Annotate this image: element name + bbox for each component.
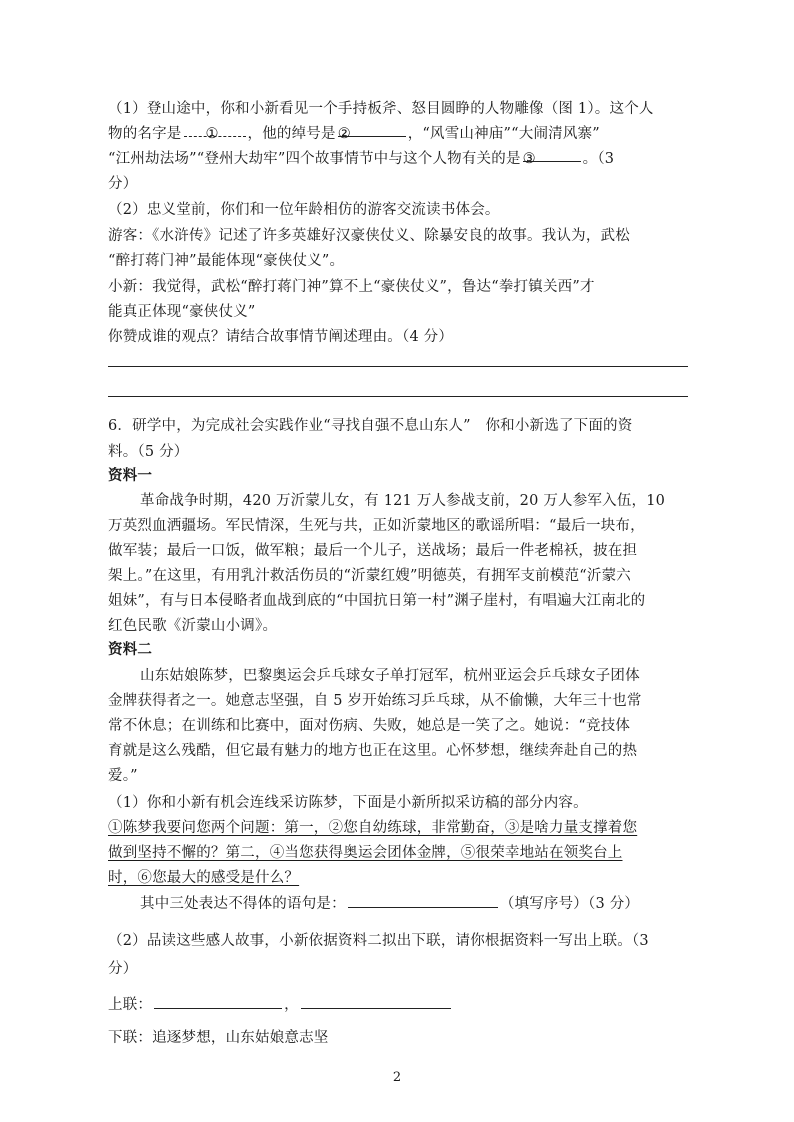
q2-xiaoxin-1: 小新：我觉得，武松“醉打蒋门神”算不上“豪侠仗义”，鲁达“拳打镇关西”才 <box>108 279 595 295</box>
material-2-line-3: 常不休息；在训练和比赛中，面对伤病、失败，她总是一笑了之。她说：“竞技体 <box>108 718 631 734</box>
answer-line-2[interactable] <box>108 396 688 397</box>
answer-blank-3[interactable] <box>522 147 581 167</box>
upper-couplet-row <box>108 993 693 1017</box>
q1-line-1: （1）登山途中，你和小新看见一个手持板斧、怒目圆睁的人物雕像（图 1）。这个人 <box>108 101 654 117</box>
q2-visitor-1: 游客：《水浒传》记述了许多英雄好汉豪侠仗义、除暴安良的故事。我认为，武松 <box>108 228 630 244</box>
q6-stem-2: 料。（5 分） <box>108 444 189 460</box>
answer-blank-sentences[interactable] <box>348 893 498 908</box>
material-1-line-4: 架上。”在这里，有用乳汁救活伤员的“沂蒙红嫂”明德英，有拥军支前模范“沂蒙六 <box>108 568 631 584</box>
material-2-line-4: 育就是这么残酷，但它最有魅力的地方也正在这里。心怀梦想，继续奔赴自己的热 <box>108 743 638 759</box>
material-1-line-5: 姐妹”，有与日本侵略者血战到底的“中国抗日第一村”渊子崖村，有唱遍大江南北的 <box>108 593 646 609</box>
q2-xiaoxin-2: 能真正体现“豪侠仗义” <box>108 304 256 320</box>
q2-prompt: 你赞成谁的观点？请结合故事情节阐述理由。（4 分） <box>108 329 454 345</box>
q1-text-b: ，他的绰号是 <box>247 126 336 142</box>
sub1-question <box>140 892 695 916</box>
q1-text-a: 物的名字是 <box>108 126 182 142</box>
lower-couplet: 下联：追逐梦想，山东姑娘意志坚 <box>108 1030 329 1046</box>
upper-couplet-blank-2[interactable] <box>301 994 451 1009</box>
interview-draft-1: ①陈梦我要问您两个问题：第一，②您自幼练球，非常勤奋，③是啥力量支撑着您 <box>108 820 638 836</box>
q1-text-e: 。（3 <box>582 151 615 167</box>
sub2-line-1: （2）品读这些感人故事，小新依据资料二拟出下联，请你根据资料一写出上联。（3 <box>108 933 649 949</box>
material-1-line-1: 革命战争时期，420 万沂蒙儿女，有 121 万人参战支前，20 万人参军入伍，10 <box>140 493 666 509</box>
upper-couplet-label: 上联： <box>108 997 153 1013</box>
material-1-line-3: 做军装；最后一口饭，做军粮；最后一个儿子，送战场；最后一件老棉袄，披在担 <box>108 543 638 559</box>
material-2-line-5: 爱。” <box>108 768 138 784</box>
interview-draft-2: 做到坚持不懈的？第二，④当您获得奥运会团体金牌，⑤很荣幸地站在领奖台上 <box>108 845 623 861</box>
interview-draft-3: 时，⑥您最大的感受是什么？ <box>108 870 300 886</box>
blank-3-marker: ③ <box>522 151 536 167</box>
q6-stem-1: 6．研学中，为完成社会实践作业“寻找自强不息山东人” 你和小新选了下面的资 <box>108 418 633 434</box>
q1-line-4: 分） <box>108 176 138 192</box>
q1-text-c: ，“风雪山神庙”“大闹清风寨” <box>407 126 600 142</box>
sub1-question-text: 其中三处表达不得体的语句是： <box>140 896 346 912</box>
blank-1-marker: ① <box>205 126 219 142</box>
q1-text-d: “江州劫法场”“登州大劫牢”四个故事情节中与这个人物有关的是 <box>108 151 521 167</box>
blank-2-marker: ② <box>337 126 351 142</box>
q2-line-1: （2）忠义堂前，你们和一位年龄相仿的游客交流读书体会。 <box>108 202 500 218</box>
q2-visitor-2: “醉打蒋门神”最能体现“豪侠仗义”。 <box>108 253 345 269</box>
sub1-line: （1）你和小新有机会连线采访陈梦，下面是小新所拟采访稿的部分内容。 <box>108 795 588 811</box>
material-2-line-2: 金牌获得者之一。她意志坚强，自 5 岁开始练习乒乓球，从不偷懒，大年三十也常 <box>108 693 642 709</box>
page-number: 2 <box>392 1070 402 1085</box>
answer-blank-2[interactable] <box>337 122 406 142</box>
material-1-line-2: 万英烈血洒疆场。军民情深，生死与共，正如沂蒙地区的歌谣所唱：“最后一块布， <box>108 518 645 534</box>
material-1-title: 资料一 <box>108 468 153 484</box>
material-2-line-1: 山东姑娘陈梦，巴黎奥运会乒乓球女子单打冠军，杭州亚运会乒乓球女子团体 <box>140 668 640 684</box>
upper-couplet-blank-1[interactable] <box>154 994 282 1009</box>
q1-line-3 <box>108 147 693 171</box>
material-1-line-6: 红色民歌《沂蒙山小调》。 <box>108 618 278 634</box>
sub1-question-suffix: （填写序号）（3 分） <box>499 896 640 912</box>
material-2-title: 资料二 <box>108 642 153 658</box>
answer-line-1[interactable] <box>108 366 688 367</box>
q1-line-2 <box>108 122 693 146</box>
answer-blank-1[interactable] <box>184 122 246 142</box>
upper-couplet-comma: ， <box>284 997 299 1013</box>
sub2-line-2: 分） <box>108 961 138 977</box>
